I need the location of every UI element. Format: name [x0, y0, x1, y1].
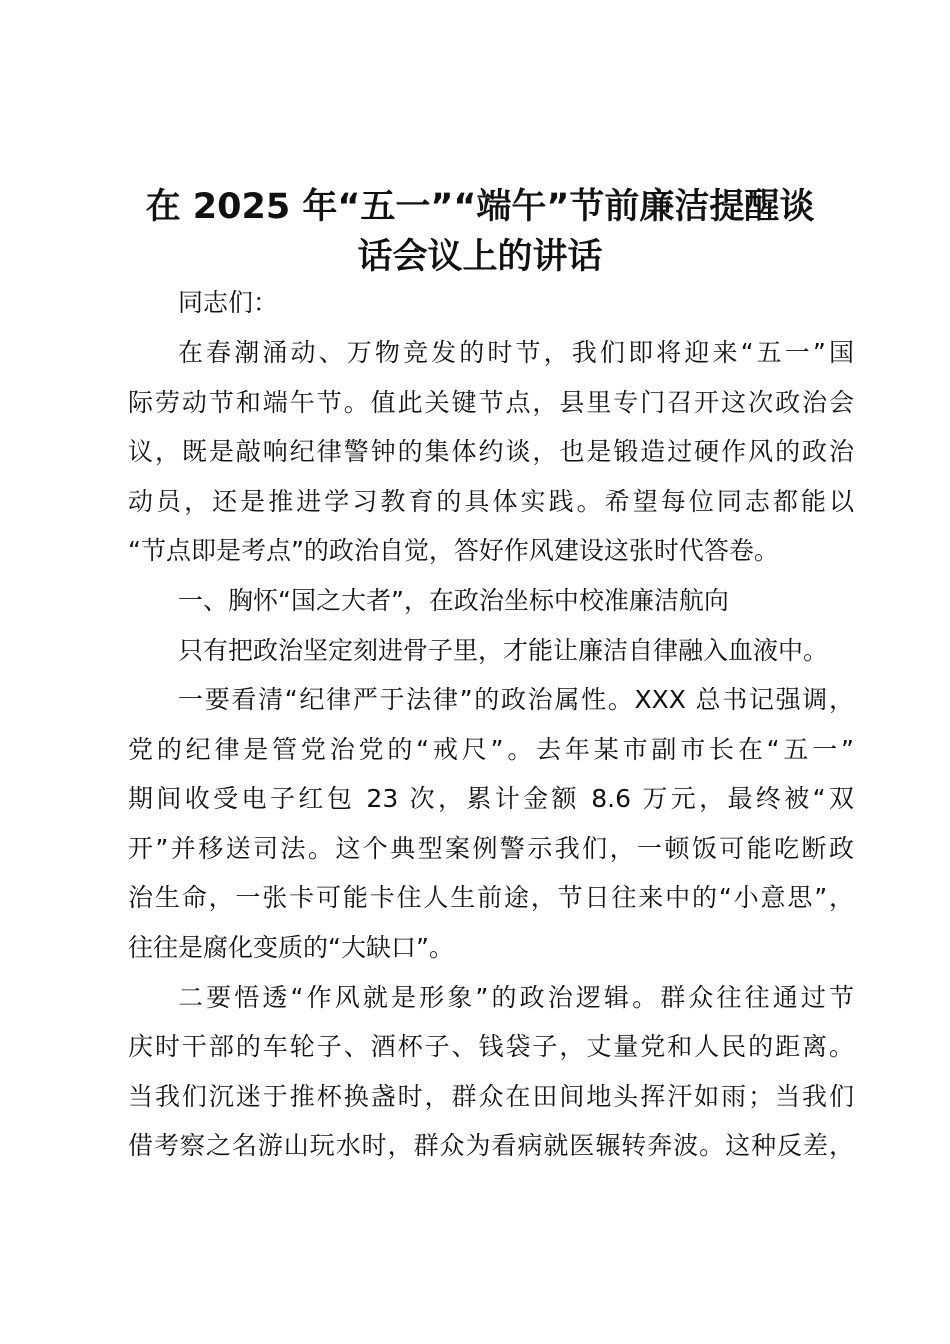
document-title-line-2: 话会议上的讲话	[357, 237, 603, 277]
paragraph-line: 治生命，一张卡可能卡住人生前途，节日往来中的“小意思”，	[128, 883, 854, 912]
paragraph-line: 借考察之名游山玩水时，群众为看病就医辗转奔波。这种反差，	[128, 1131, 854, 1160]
paragraph-line: 党的纪律是管党治党的“戒尺”。去年某市副市长在“五一”	[128, 735, 854, 764]
paragraph-line: 动员，还是推进学习教育的具体实践。希望每位同志都能以	[128, 487, 854, 516]
salutation: 同志们：	[178, 288, 279, 317]
paragraph-line: 只有把政治坚定刻进骨子里，才能让廉洁自律融入血液中。	[178, 636, 829, 665]
paragraph-line: 往往是腐化变质的“大缺口”。	[128, 933, 454, 962]
paragraph-line: 当我们沉迷于推杯换盏时，群众在田间地头挥汗如雨；当我们	[128, 1082, 854, 1111]
paragraph-line: “节点即是考点”的政治自觉，答好作风建设这张时代答卷。	[128, 536, 779, 565]
paragraph-line: 庆时干部的车轮子、酒杯子、钱袋子，丈量党和人民的距离。	[128, 1032, 854, 1061]
paragraph-line: 二要悟透“作风就是形象”的政治逻辑。群众往往通过节	[178, 983, 854, 1012]
paragraph-line: 在春潮涌动、万物竞发的时节，我们即将迎来“五一”国	[178, 338, 854, 367]
section-heading: 一、胸怀“国之大者”，在政治坐标中校准廉洁航向	[178, 586, 729, 615]
paragraph-line: 期间收受电子红包 23 次，累计金额 8.6 万元，最终被“双	[128, 784, 854, 813]
paragraph-line: 开”并移送司法。这个典型案例警示我们，一顿饭可能吃断政	[128, 834, 854, 863]
document-title-line-1: 在 2025 年“五一”“端午”节前廉洁提醒谈	[145, 187, 815, 227]
paragraph-line: 际劳动节和端午节。值此关键节点，县里专门召开这次政治会	[128, 388, 854, 417]
paragraph-line: 议，既是敲响纪律警钟的集体约谈，也是锻造过硬作风的政治	[128, 437, 854, 466]
paragraph-line: 一要看清“纪律严于法律”的政治属性。XXX 总书记强调，	[178, 685, 854, 714]
